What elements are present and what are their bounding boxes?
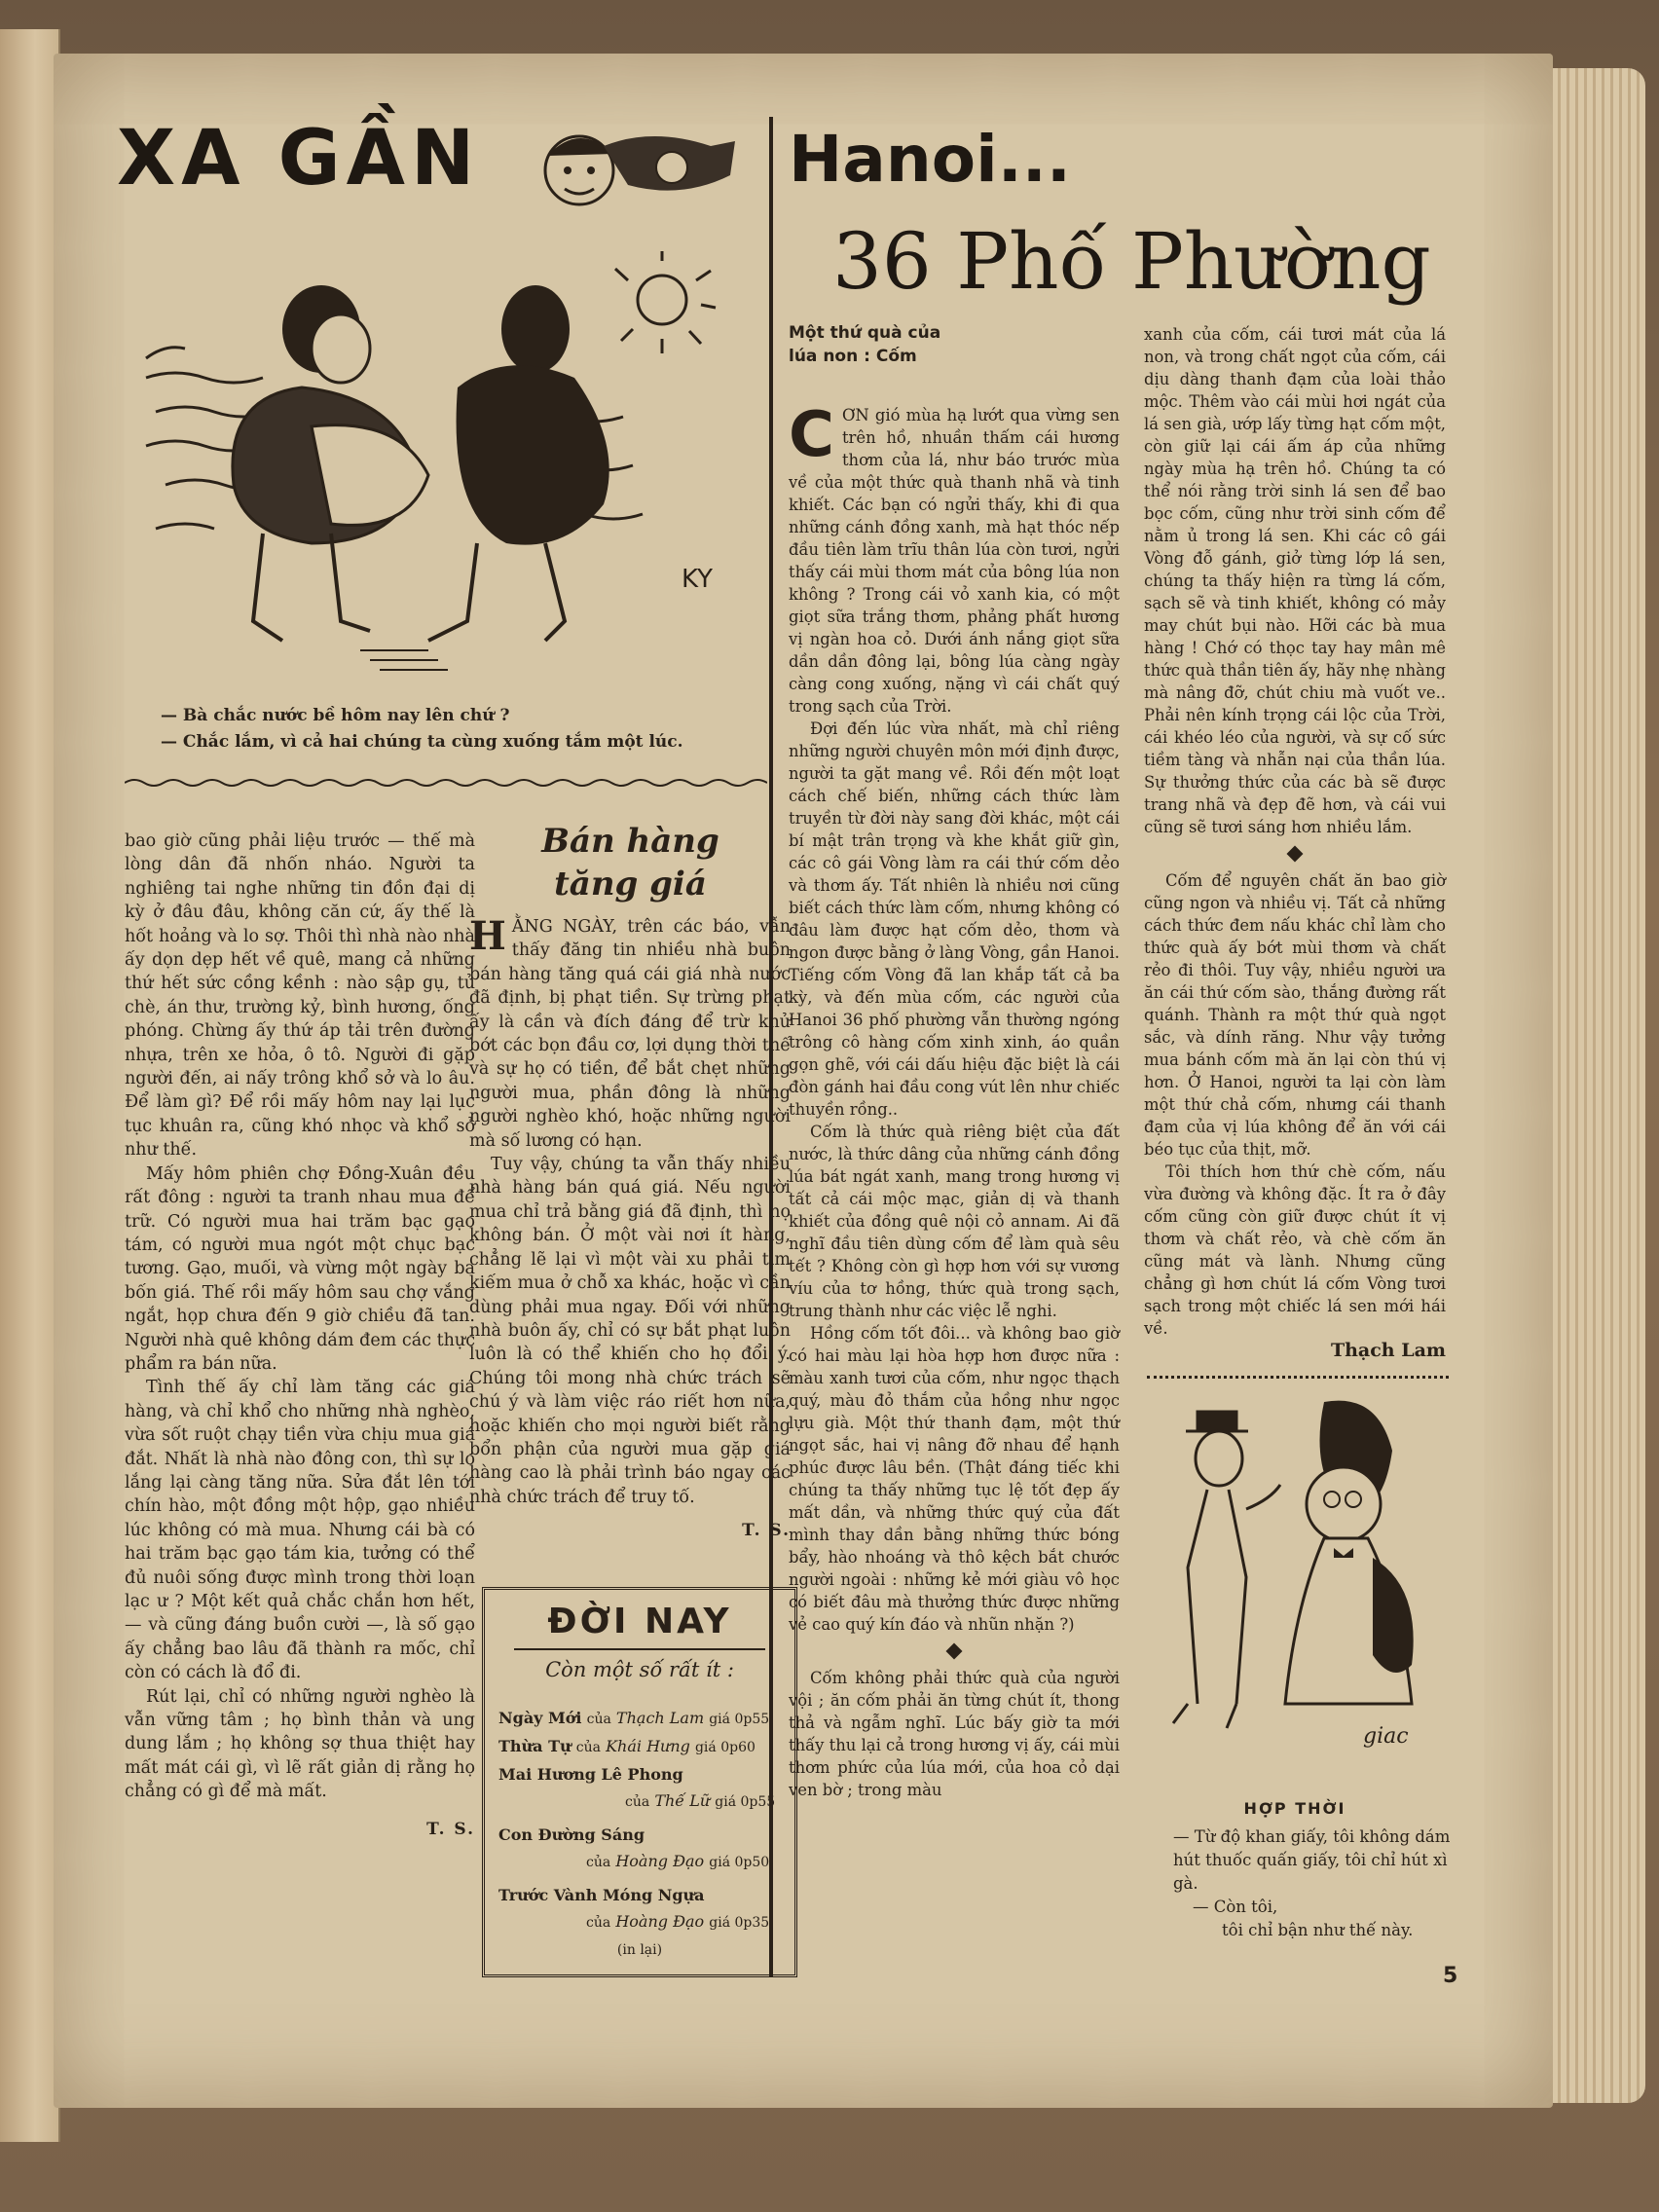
newspaper-page <box>54 54 1553 2108</box>
book-item: Con Đường Sáng của Hoàng Đạo giá 0p50 <box>498 1825 770 1870</box>
ban-hang-tang-gia-title <box>492 820 769 905</box>
hop-thoi-title: HỢP THỜI <box>1243 1799 1346 1818</box>
book-item: Ngày Mới của Thạch Lam giá 0p55 <box>498 1709 770 1727</box>
com-article-signature: Thạch Lam <box>1330 1340 1446 1361</box>
drop-cap: C <box>789 399 834 471</box>
left-article-signature: T. S. <box>426 1819 475 1839</box>
box-rule <box>514 1648 765 1650</box>
middle-article-column <box>469 915 791 1543</box>
beach-cartoon-illustration <box>136 251 750 680</box>
caption-line-1: — Bà chắc nước bề hôm nay lên chứ ? <box>161 706 510 725</box>
middle-article-signature: T. S. <box>742 1521 791 1541</box>
cartoon-signature-giac: giac <box>1363 1724 1409 1749</box>
book-item: Mai Hương Lê Phong của Thế Lữ giá 0p55 <box>498 1765 776 1810</box>
caption-line-2: — Chắc lắm, vì cả hai chúng ta cùng xuống tắm một lúc. <box>161 732 683 752</box>
dialogue-line-3: tôi chỉ bận như thế này. <box>1222 1921 1414 1939</box>
com-article-column-1 <box>789 399 1120 1801</box>
left-article-paragraph: bao giờ cũng phải liệu trước — thế mà lòng dân đã nhốn nháo. Người ta nghiêng tai nghe những tin đồn đại dị kỳ ở đâu đâu, không căn cứ, ấy thế là hốt hoảng và lo sợ. Thôi thì nhà nào nhà ấy dọn dẹp hết về quê, mang cả những thứ hết sức cồng kềnh : nào sập gụ, tủ chè, án thư, trường kỷ, bình hương, ống phóng. Chừng ấy thứ áp tải trên đường nhựa, trên xe hỏa, ô tô. Người đi gặp người đến, ai nấy trông khổ sở và lo âu. Để làm gì? Để rồi mấy hôm nay lại lục tục khuân ra, cũng khó nhọc và khổ sở như thế. <box>125 831 475 1161</box>
com-article-paragraph: Cốm để nguyên chất ăn bao giờ cũng ngon và nhiều vị. Tất cả những cách thức đem nấu khác chỉ làm cho thức quà ấy bớt mùi thơm và chất rẻo đi thôi. Tuy vậy, nhiều người ưa ăn cái thứ cốm sào, thắng đường rất quánh. Thành ra một thứ quà ngọt sắc, và dính răng. Như vậy tưởng mua bánh cốm mà ăn lại còn thú vị hơn. Ở Hanoi, người ta lại còn làm một thứ chả cốm, nhưng cái thanh đạm của vị lúa không để ăn với cái béo tục của thịt, mỡ. <box>1144 871 1446 1159</box>
book-advert-box <box>482 1587 797 1977</box>
drop-cap: H <box>469 913 506 959</box>
left-article-paragraph: Mấy hôm phiên chợ Đồng-Xuân đều rất đông : người ta tranh nhau mua để trữ. Có người mua hai trăm bạc gạo tám, có người mua ngót một chục bạc tương. Gạo, muối, và vừng một ngày ba bốn giá. Thế rồi mấy hôm sau chợ vắng ngắt, họp chưa đến 9 giờ chiều đã tan. Người nhà quê không dám đem các thực phẩm ra bán nữa. <box>125 1163 475 1374</box>
com-article-paragraph: xanh của cốm, cái tươi mát của lá non, và trong chất ngọt của cốm, cái dịu dàng thanh đạm của loài thảo mộc. Thêm vào cái mùi hơi ngát của lá sen già, ướp lấy từng hạt cốm một, còn giữ lại cái ấm áp của những ngày mùa hạ trên hồ. Chúng ta có thể nói rằng trời sinh lá sen để bao bọc cốm, cũng như trời sinh cốm để nằm ủ trong lá sen. Khi các cô gái Vòng đỗ gánh, giở từng lớp lá sen, chúng ta thấy hiện ra từng lá cốm, sạch sẽ và tinh khiết, không có mảy may chút bụi nào. Hỡi các bà mua hàng ! Chớ có thọc tay hay mân mê thức quà thần tiên ấy, hãy nhẹ nhàng mà nâng đỡ, chút chiu mà vuốt ve.. Phải nên kính trọng cái lộc của Trời, cái khéo léo của người, và sự cố sức tiềm tàng và nhẫn nại của thần lúa. Sự thưởng thức của các bà sẽ được trang nhã và đẹp đẽ hơn, và cái vui cũng sẽ tươi sáng hơn nhiều lắm. <box>1144 325 1446 836</box>
kicker-line-1: Một thứ quà của <box>789 323 941 343</box>
section-title-hanoi: Hanoi... <box>789 122 1071 197</box>
left-article-paragraph: Rút lại, chỉ có những người nghèo là vẫn vững tâm ; họ bình thản và ung dung lắm ; họ không sợ thua thiệt hay mất mát cái gì, vì lẽ rất giản dị rằng họ chẳng có gì để mà mất. <box>125 1686 475 1802</box>
com-article-paragraph: Hồng cốm tốt đôi... và không bao giờ có hai màu lại hòa hợp hơn được nữa : màu xanh tươi của cốm, như ngọc thạch quý, màu đỏ thắm của hồng như ngọc lựu già. Một thứ thanh đạm, một thứ ngọt sắc, hai vị nâng đỡ nhau để hạnh phúc được lâu bền. (Thật đáng tiếc khi chúng ta thấy những tục lệ tốt đẹp ấy mất dần, và những thức quý của đất mình thay dần bằng những thức bóng bẩy, hào nhoáng và thô kệch bắt chước người ngoài : những kẻ mới giàu vô học có biết đâu mà thưởng thức được những vẻ cao quý kín đáo và nhũn nhặn ?) <box>789 1324 1120 1634</box>
cartoon-caption <box>161 703 683 756</box>
com-kicker <box>789 321 1120 368</box>
com-article-column-2 <box>1144 323 1446 1362</box>
kicker-line-2: lúa non : Cốm <box>789 347 917 366</box>
com-article-paragraph: Đợi đến lúc vừa nhất, mà chỉ riêng những người chuyên môn mới định được, người ta gặt mang về. Rồi đến một loạt cách chế biến, những cách thức làm truyền từ đời này sang đời khác, một cái bí mật trân trọng và khe khắt giữ gìn, các cô gái Vòng làm ra cái thứ cốm dẻo và thơm ấy. Tất nhiên là nhiều nơi cũng biết cách thức làm cốm, nhưng không có đâu làm được hạt cốm dẻo, thơm và ngon được bằng ở làng Vòng, gần Hanoi. Tiếng cốm Vòng đã lan khắp tất cả ba kỳ, và đến mùa cốm, các người của Hanoi 36 phố phường vẫn thường ngóng trông cô hàng cốm xinh xinh, áo quần gọn ghẽ, với cái dấu hiệu đặc biệt là cái đòn gánh hai đầu cong vút lên như chiếc thuyền rồng.. <box>789 719 1120 1119</box>
book-list <box>498 1705 791 1936</box>
cartoon-signature-ky: KY <box>682 565 714 594</box>
left-article-column <box>125 830 475 1841</box>
com-article-paragraph: Cốm không phải thức quà của người vội ; ăn cốm phải ăn từng chút ít, thong thả và ngẫm nghĩ. Lúc bấy giờ ta mới thấy thu lại cả trong hương vị ấy, cái mùi thơm phức của lúa mới, của hoa cỏ dại ven bờ ; trong màu <box>789 1669 1120 1799</box>
middle-article-lead: ẰNG NGÀY, trên các báo, vẫn thấy đăng tin nhiều nhà buôn bán hàng tăng quá cái giá nhà nước đã định, bị phạt tiền. Sự trừng phạt ấy là cần và đích đáng để trừ khử bớt các bọn đầu cơ, lợi dụng thời thế và sự họ có tiền, để bắt chẹt những người mua, phần đông là những người nghèo khó, hoặc những người mà số lương có hạn. <box>469 917 791 1151</box>
section-title-xa-gan: XA GẦN <box>117 115 481 203</box>
com-article-paragraph: Tôi thích hơn thứ chè cốm, nấu vừa đường và không đặc. Ít ra ở đây cốm cũng còn giữ được chút ít vị thơm và chất rẻo, và chè cốm ăn cũng mát và lành. Nhưng cũng chẳng gì hơn chút lá cốm Vòng tươi sạch trong một chiếc lá sen mới hái về. <box>1144 1162 1446 1338</box>
heading-faces-illustration <box>535 117 745 214</box>
wavy-separator <box>125 777 767 789</box>
reprint-note: (in lại) <box>616 1942 663 1958</box>
dotted-separator <box>1147 1376 1449 1383</box>
section-ornament <box>1287 846 1304 863</box>
left-article-paragraph: Tình thế ấy chỉ làm tăng các giá hàng, và chỉ khổ cho những nhà nghèo, vừa sốt ruột chạy tiền vừa chịu mua giá đắt. Nhất là nhà nào đông con, thì sự lo lắng lại càng tăng nữa. Sửa đắt lên tới chín hào, một đồng một hộp, gạo nhiều lúc không có mà mua. Nhưng cái bà có hai trăm bạc gạo tám kia, tưởng có thể đủ nuôi sống được mình trong thời loạn lạc ư ? Một kết quả chắc chắn hơn hết, — và cũng đáng buồn cười —, là số gạo ấy chẳng bao lâu đã thành ra mốc, chỉ còn có cách là đổ đi. <box>125 1378 475 1683</box>
section-subtitle-36-pho-phuong: 36 Phố Phường <box>832 216 1431 307</box>
page-number: 5 <box>1443 1964 1458 1988</box>
middle-article-paragraph: Tuy vậy, chúng ta vẫn thấy nhiều nhà hàng bán quá giá. Nếu người mua chỉ trả bằng giá đã định, thì họ không bán. Ở một vài nơi ít hàng, chẳng lẽ lại vì một vài xu phải tìm kiếm mua ở chỗ xa khác, hoặc vì cần dùng phải mua ngay. Đối với những nhà buôn ấy, chỉ có sự bắt phạt luôn luôn là có thể khiến cho họ đổi ý. Chúng tôi mong nhà chức trách sẽ chú ý và làm việc ráo riết hơn nữa, hoặc khiến cho mọi người biết rằng bổn phận của người mua gặp giá hàng cao là phải trình báo ngay các nhà chức trách để truy tố. <box>469 1155 791 1507</box>
book-item: Thừa Tự của Khái Hưng giá 0p60 <box>498 1737 756 1755</box>
section-ornament <box>946 1643 963 1660</box>
title-line-1: Bán hàng <box>541 822 719 861</box>
title-line-2: tăng giá <box>554 865 707 903</box>
book-item: Trước Vành Móng Ngựa của Hoàng Đạo giá 0p35 <box>498 1886 770 1931</box>
book-advert-title: ĐỜI NAY <box>547 1602 732 1641</box>
dialogue-line-2: — Còn tôi, <box>1193 1898 1278 1916</box>
hop-thoi-dialogue <box>1173 1825 1456 1942</box>
dialogue-line-1: — Từ độ khan giấy, tôi không dám hút thuốc quấn giấy, tôi chỉ hút xì gà. <box>1173 1827 1451 1893</box>
book-advert-subtitle: Còn một số rất ít : <box>545 1658 734 1681</box>
hop-thoi-cartoon-illustration <box>1168 1392 1441 1752</box>
com-article-lead: ƠN gió mùa hạ lướt qua vừng sen trên hồ, nhuần thấm cái hương thơm của lá, như báo trước mùa về của một thức quà thanh nhã và tinh khiết. Các bạn có ngửi thấy, khi đi qua những cánh đồng xanh, mà hạt thóc nếp đầu tiên làm trĩu thân lúa còn tươi, ngửi thấy cái mùi thơm mát của bông lúa non không ? Trong cái vỏ xanh kia, có một giọt sữa trắng thơm, phảng phất hương vị ngàn hoa cỏ. Dưới ánh nắng giọt sữa dần dần đông lại, bông lúa càng ngày càng cong xuống, nặng vì cái chất quý trong sạch của Trời. <box>789 406 1120 716</box>
com-article-paragraph: Cốm là thức quà riêng biệt của đất nước, là thức dâng của những cánh đồng lúa bát ngát xanh, mang trong hương vị tất cả cái mộc mạc, giản dị và thanh khiết của đồng quê nội cỏ annam. Ai đã nghĩ đầu tiên dùng cốm để làm quà sêu tết ? Không còn gì hợp hơn với sự vương víu của tơ hồng, thức quà trong sạch, trung thành như các việc lễ nghi. <box>789 1123 1120 1320</box>
